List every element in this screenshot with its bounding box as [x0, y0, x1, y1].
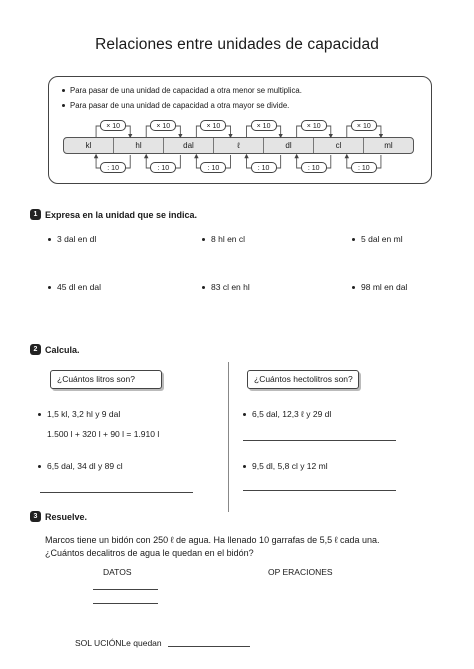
section-heading-1: Expresa en la unidad que se indica.	[45, 210, 198, 220]
bullet-icon	[38, 413, 41, 416]
section-number-2: 2	[30, 344, 41, 355]
multiply-label: × 10	[150, 120, 176, 131]
answer-line[interactable]	[243, 440, 396, 441]
bullet-icon	[38, 465, 41, 468]
exercise-item: 6,5 dal, 12,3 ℓ y 29 dl	[243, 409, 331, 419]
divide-label: : 10	[301, 162, 327, 173]
problem-text-line1: Marcos tiene un bidón con 250 ℓ de agua. Ha llenado 10 garrafas de 5,5 ℓ cada una.	[45, 535, 380, 545]
exercise-item: 83 cl en hl	[202, 282, 250, 292]
exercise-item: 3 dal en dl	[48, 234, 96, 244]
solucion-label: SOL UCIÓN	[75, 638, 122, 648]
datos-line[interactable]	[93, 603, 158, 604]
bullet-icon	[352, 238, 355, 241]
question-box-hectolitros: ¿Cuántos hectolitros son?	[247, 370, 359, 389]
section-number-3: 3	[30, 511, 41, 522]
bullet-icon	[202, 238, 205, 241]
page-title: Relaciones entre unidades de capacidad	[95, 36, 379, 53]
divide-label: : 10	[351, 162, 377, 173]
exercise-item: 45 dl en dal	[48, 282, 101, 292]
bullet-icon	[202, 286, 205, 289]
bullet-icon	[352, 286, 355, 289]
bullet-icon	[62, 104, 65, 107]
datos-label: DATOS	[103, 567, 132, 577]
ladder-unit-dl: dl	[264, 138, 314, 153]
multiply-label: × 10	[100, 120, 126, 131]
answer-line[interactable]	[40, 492, 193, 493]
solucion-text: Le quedan	[121, 638, 162, 648]
section-number-1: 1	[30, 209, 41, 220]
multiply-label: × 10	[351, 120, 377, 131]
ladder-unit-ml: ml	[384, 141, 393, 150]
section-heading-2: Calcula.	[45, 345, 80, 355]
exercise-item: 5 dal en ml	[352, 234, 403, 244]
worked-answer: 1.500 l + 320 l + 90 l = 1.910 l	[47, 429, 160, 439]
exercise-item: 1,5 kl, 3,2 hl y 9 dal	[38, 409, 120, 419]
ladder-unit-dal: dal	[164, 138, 214, 153]
answer-line[interactable]	[243, 490, 396, 491]
column-divider	[228, 362, 229, 512]
ladder-unit-kl: kl	[64, 138, 114, 153]
exercise-item: 98 ml en dal	[352, 282, 407, 292]
divide-label: : 10	[251, 162, 277, 173]
bullet-icon	[48, 286, 51, 289]
exercise-item: 9,5 dl, 5,8 cl y 12 ml	[243, 461, 328, 471]
divide-label: : 10	[150, 162, 176, 173]
section-heading-3: Resuelve.	[45, 512, 88, 522]
bullet-icon	[243, 413, 246, 416]
datos-line[interactable]	[93, 589, 158, 590]
divide-label: : 10	[200, 162, 226, 173]
divide-label: : 10	[100, 162, 126, 173]
multiply-label: × 10	[200, 120, 226, 131]
multiply-label: × 10	[301, 120, 327, 131]
ladder-unit-hl: hl	[114, 138, 164, 153]
bullet-icon	[62, 89, 65, 92]
solution-row	[75, 638, 162, 648]
rule-multiply: Para pasar de una unidad de capacidad a otra menor se multiplica.	[62, 86, 302, 95]
ladder-unit-cl: cl	[314, 138, 364, 153]
bullet-icon	[243, 465, 246, 468]
exercise-item: 6,5 dal, 34 dl y 89 cl	[38, 461, 123, 471]
question-box-litros: ¿Cuántos litros son?	[50, 370, 162, 389]
solution-answer-line[interactable]	[168, 646, 250, 647]
operaciones-label: OP ERACIONES	[268, 567, 333, 577]
multiply-label: × 10	[251, 120, 277, 131]
problem-text-line2: ¿Cuántos decalitros de agua le quedan en el bidón?	[45, 548, 254, 558]
rule-divide: Para pasar de una unidad de capacidad a otra mayor se divide.	[62, 101, 289, 110]
bullet-icon	[48, 238, 51, 241]
exercise-item: 8 hl en cl	[202, 234, 245, 244]
ladder-unit-l: ℓ	[214, 138, 264, 153]
